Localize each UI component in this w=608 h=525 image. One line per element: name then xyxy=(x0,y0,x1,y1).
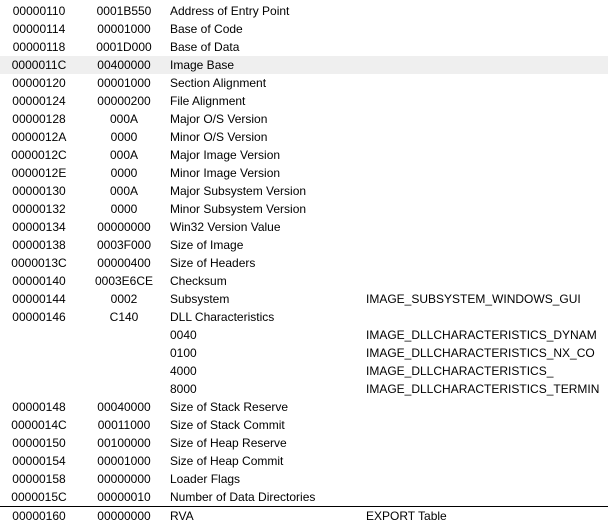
description-cell: DLL Characteristics xyxy=(170,310,275,324)
data-cell: 000A xyxy=(109,112,139,126)
description-cell: Win32 Version Value xyxy=(170,220,281,234)
value-cell xyxy=(366,182,608,200)
data-cell: 00040000 xyxy=(97,400,151,414)
offset-cell xyxy=(0,344,78,362)
description-cell: Size of Image xyxy=(170,238,244,252)
description-cell: Image Base xyxy=(170,58,235,72)
data-cell: 0002 xyxy=(110,292,138,306)
table-row[interactable] xyxy=(0,128,608,146)
offset-cell: 00000110 xyxy=(12,4,66,18)
offset-cell: 00000124 xyxy=(12,94,66,108)
offset-cell: 00000148 xyxy=(12,400,66,414)
offset-cell xyxy=(0,380,78,398)
data-cell: 00100000 xyxy=(97,436,151,450)
description-cell: Minor Subsystem Version xyxy=(170,202,307,216)
value-cell xyxy=(366,38,608,56)
description-cell: Base of Code xyxy=(170,22,243,36)
offset-cell: 0000011C xyxy=(11,58,67,72)
data-cell: 00000010 xyxy=(97,490,151,504)
value-cell xyxy=(366,272,608,290)
table-row[interactable] xyxy=(0,470,608,488)
offset-cell: 00000140 xyxy=(12,274,66,288)
description-cell: Minor O/S Version xyxy=(170,130,268,144)
value-cell xyxy=(366,164,608,182)
offset-cell: 0000012C xyxy=(11,148,67,162)
description-cell: 0100 xyxy=(170,346,197,360)
table-row[interactable] xyxy=(0,344,608,362)
data-cell: 00001000 xyxy=(97,76,151,90)
table-row[interactable] xyxy=(0,74,608,92)
description-cell: Size of Stack Commit xyxy=(170,418,285,432)
data-cell: 00011000 xyxy=(97,418,151,432)
value-cell xyxy=(366,488,608,506)
data-cell: 000A xyxy=(109,148,139,162)
table-row[interactable] xyxy=(0,380,608,398)
description-cell: Major Image Version xyxy=(170,148,281,162)
data-cell: 0001B550 xyxy=(96,4,152,18)
offset-cell: 0000014C xyxy=(11,418,67,432)
table-row[interactable] xyxy=(0,110,608,128)
description-cell: Size of Stack Reserve xyxy=(170,400,289,414)
description-cell: Major Subsystem Version xyxy=(170,184,307,198)
table-row[interactable] xyxy=(0,506,608,525)
value-cell xyxy=(366,254,608,272)
table-row[interactable] xyxy=(0,92,608,110)
description-cell: Number of Data Directories xyxy=(170,490,316,504)
data-cell: 0000 xyxy=(110,130,138,144)
value-cell: EXPORT Table xyxy=(366,509,447,523)
value-cell xyxy=(366,74,608,92)
value-cell xyxy=(366,236,608,254)
value-cell xyxy=(366,218,608,236)
value-cell xyxy=(366,2,608,20)
table-row[interactable] xyxy=(0,2,608,20)
value-cell xyxy=(366,308,608,326)
offset-cell: 00000130 xyxy=(12,184,66,198)
table-row[interactable] xyxy=(0,308,608,326)
offset-cell: 0000012E xyxy=(11,166,67,180)
offset-cell: 0000012A xyxy=(11,130,67,144)
value-cell xyxy=(366,146,608,164)
description-cell: Address of Entry Point xyxy=(170,4,290,18)
value-cell xyxy=(366,128,608,146)
data-cell: C140 xyxy=(109,310,139,324)
table-row[interactable] xyxy=(0,182,608,200)
data-cell: 00001000 xyxy=(97,22,151,36)
description-cell: File Alignment xyxy=(170,94,246,108)
table-row[interactable] xyxy=(0,254,608,272)
table-row[interactable] xyxy=(0,416,608,434)
table-row[interactable] xyxy=(0,236,608,254)
data-cell xyxy=(84,380,164,398)
description-cell: Minor Image Version xyxy=(170,166,281,180)
pe-optional-header-table xyxy=(0,2,608,525)
description-cell: Size of Heap Commit xyxy=(170,454,284,468)
table-row[interactable] xyxy=(0,434,608,452)
offset-cell xyxy=(0,326,78,344)
data-cell: 00000000 xyxy=(97,509,151,523)
value-cell: IMAGE_SUBSYSTEM_WINDOWS_GUI xyxy=(366,292,581,306)
table-row[interactable] xyxy=(0,56,608,74)
offset-cell: 0000015C xyxy=(11,490,67,504)
data-cell: 0000 xyxy=(110,202,138,216)
offset-cell: 00000158 xyxy=(12,472,66,486)
data-cell: 0003F000 xyxy=(96,238,152,252)
value-cell: IMAGE_DLLCHARACTERISTICS_ xyxy=(366,364,554,378)
value-cell xyxy=(366,20,608,38)
table-row[interactable] xyxy=(0,488,608,506)
data-cell: 00000400 xyxy=(97,256,151,270)
data-cell xyxy=(84,326,164,344)
data-cell: 0003E6CE xyxy=(94,274,154,288)
offset-cell xyxy=(0,362,78,380)
data-cell: 00001000 xyxy=(97,454,151,468)
description-cell: RVA xyxy=(170,509,194,523)
description-cell: Loader Flags xyxy=(170,472,241,486)
value-cell xyxy=(366,56,608,74)
description-cell: Size of Heap Reserve xyxy=(170,436,287,450)
offset-cell: 00000154 xyxy=(12,454,66,468)
offset-cell: 00000132 xyxy=(12,202,66,216)
value-cell xyxy=(366,110,608,128)
table-row[interactable] xyxy=(0,200,608,218)
table-row[interactable] xyxy=(0,290,608,308)
offset-cell: 00000144 xyxy=(12,292,66,306)
data-cell: 00000000 xyxy=(97,472,151,486)
offset-cell: 00000118 xyxy=(12,40,66,54)
data-cell: 000A xyxy=(109,184,139,198)
data-cell: 00000200 xyxy=(97,94,151,108)
description-cell: Size of Headers xyxy=(170,256,256,270)
offset-cell: 00000146 xyxy=(12,310,66,324)
offset-cell: 00000150 xyxy=(12,436,66,450)
table-row[interactable] xyxy=(0,272,608,290)
offset-cell: 00000120 xyxy=(12,76,66,90)
data-cell: 00400000 xyxy=(97,58,151,72)
value-cell xyxy=(366,92,608,110)
offset-cell: 0000013C xyxy=(11,256,67,270)
data-cell xyxy=(84,344,164,362)
offset-cell: 00000138 xyxy=(12,238,66,252)
description-cell: 0040 xyxy=(170,328,197,342)
table-row[interactable] xyxy=(0,326,608,344)
value-cell: IMAGE_DLLCHARACTERISTICS_TERMIN xyxy=(366,382,600,396)
offset-cell: 00000160 xyxy=(12,509,66,523)
table-row[interactable] xyxy=(0,362,608,380)
description-cell: 4000 xyxy=(170,364,197,378)
value-cell xyxy=(366,416,608,434)
table-row[interactable] xyxy=(0,218,608,236)
description-cell: Subsystem xyxy=(170,292,230,306)
value-cell xyxy=(366,470,608,488)
description-cell: Section Alignment xyxy=(170,76,267,90)
data-cell: 0000 xyxy=(110,166,138,180)
data-cell: 0001D000 xyxy=(96,40,152,54)
value-cell xyxy=(366,398,608,416)
table-row[interactable] xyxy=(0,164,608,182)
description-cell: 8000 xyxy=(170,382,197,396)
table-row[interactable] xyxy=(0,398,608,416)
value-cell xyxy=(366,200,608,218)
offset-cell: 00000134 xyxy=(12,220,66,234)
table-row[interactable] xyxy=(0,38,608,56)
value-cell xyxy=(366,452,608,470)
description-cell: Checksum xyxy=(170,274,227,288)
value-cell: IMAGE_DLLCHARACTERISTICS_NX_CO xyxy=(366,346,595,360)
description-cell: Major O/S Version xyxy=(170,112,268,126)
table-row[interactable] xyxy=(0,146,608,164)
data-cell xyxy=(84,362,164,380)
value-cell xyxy=(366,434,608,452)
value-cell: IMAGE_DLLCHARACTERISTICS_DYNAM xyxy=(366,328,597,342)
table-row[interactable] xyxy=(0,20,608,38)
offset-cell: 00000114 xyxy=(12,22,66,36)
offset-cell: 00000128 xyxy=(12,112,66,126)
data-cell: 00000000 xyxy=(97,220,151,234)
description-cell: Base of Data xyxy=(170,40,240,54)
table-row[interactable] xyxy=(0,452,608,470)
